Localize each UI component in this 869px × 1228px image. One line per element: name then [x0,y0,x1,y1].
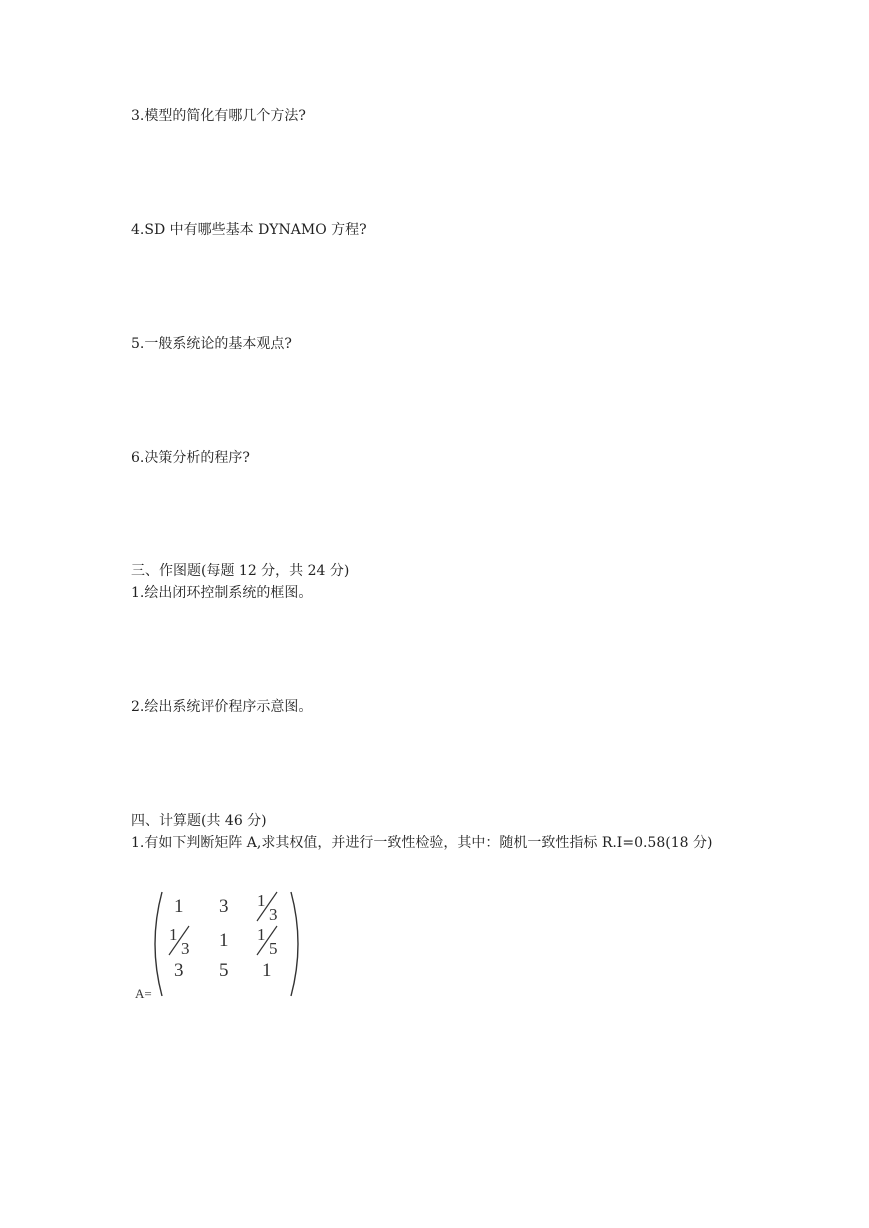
section-3-question-2: 2.绘出系统评价程序示意图。 [131,699,313,715]
matrix-cell [262,960,272,981]
matrix-value: 1 [219,930,229,951]
question-5: 5.一般系统论的基本观点? [131,336,292,352]
section-4-heading: 四、计算题(共 46 分) [131,813,267,829]
matrix-label: A= [135,986,152,1000]
matrix-cell [219,930,229,951]
matrix-value: 1 [262,960,272,981]
fraction-numerator: 1 [169,925,178,944]
matrix-cell [257,891,278,924]
matrix-value: 5 [219,960,229,981]
matrix-value: 3 [174,960,184,981]
matrix-value: 1 [174,896,184,917]
matrix-figure [131,882,311,1000]
judgment-matrix [131,882,311,1000]
matrix-cell [219,896,229,917]
matrix-value: 3 [219,896,229,917]
question-4: 4.SD 中有哪些基本 DYNAMO 方程? [131,222,367,238]
matrix-cells [169,891,278,981]
matrix-cell [174,960,184,981]
matrix-cell [169,925,190,958]
fraction-denominator: 3 [269,905,278,924]
question-3: 3.模型的简化有哪几个方法? [131,108,306,124]
matrix-cell [174,896,184,917]
fraction-denominator: 3 [181,939,190,958]
section-3-question-1: 1.绘出闭环控制系统的框图。 [131,585,313,601]
matrix-right-paren [291,892,298,996]
fraction-denominator: 5 [269,939,278,958]
matrix-cell [219,960,229,981]
matrix-cell [257,925,278,958]
section-4-question-1: 1.有如下判断矩阵 A,求其权值，并进行一致性检验，其中：随机一致性指标 R.I=0.58(18 分) [131,835,713,851]
section-3-heading: 三、作图题(每题 12 分，共 24 分) [131,563,350,579]
matrix-left-paren [155,892,162,996]
fraction-numerator: 1 [257,925,266,944]
fraction-numerator: 1 [257,891,266,910]
question-6: 6.决策分析的程序? [131,450,250,466]
